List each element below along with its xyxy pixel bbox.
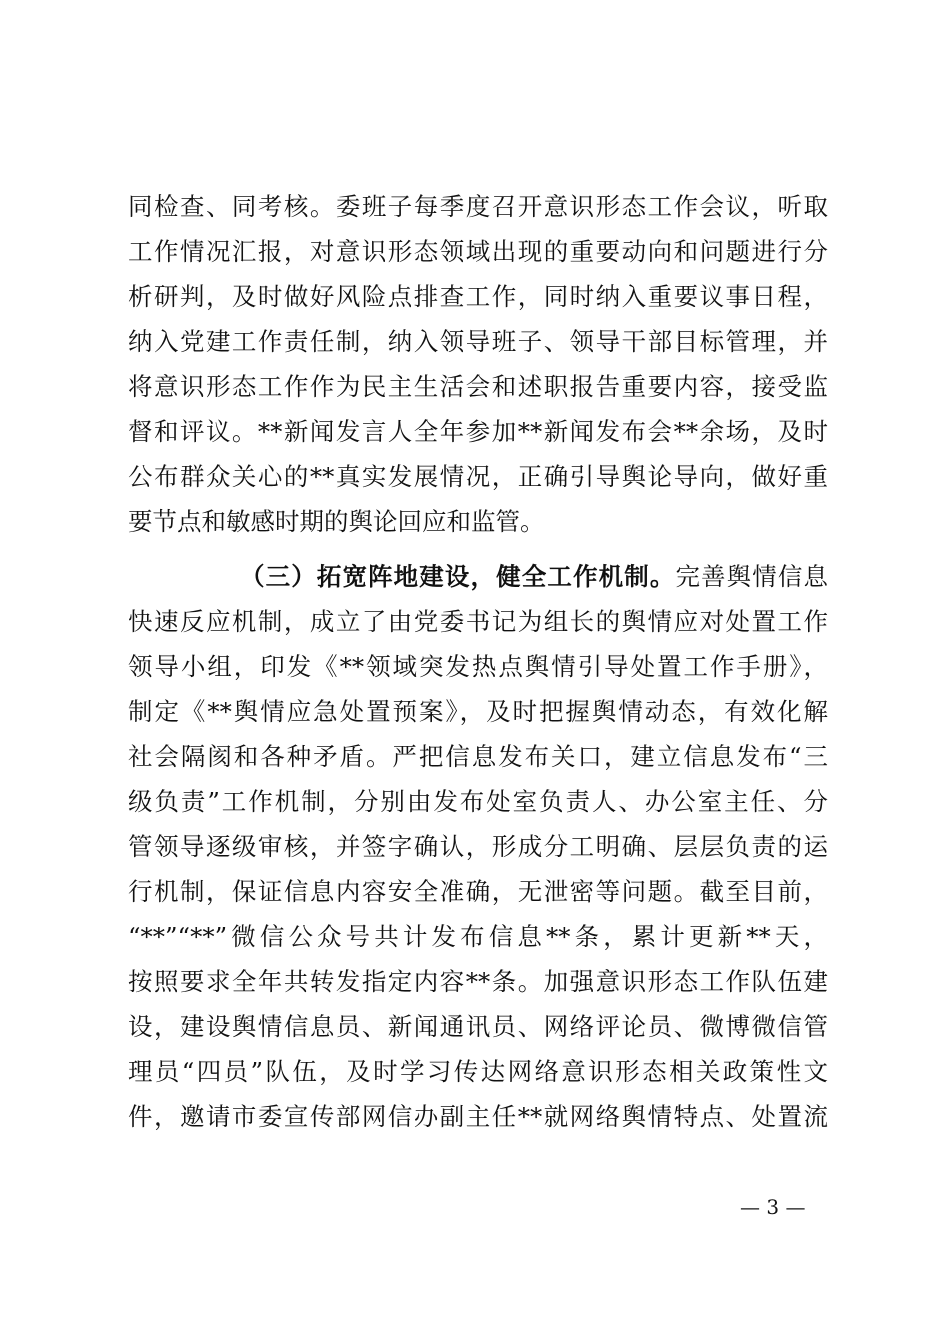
paragraph-2-line: 快速反应机制，成立了由党委书记为组长的舆情应对处置工作 [128,607,828,636]
paragraph-1-line: 工作情况汇报，对意识形态领域出现的重要动向和问题进行分 [128,237,828,266]
page-number: — 3 — [740,1195,806,1219]
paragraph-1-line: 督和评议。**新闻发言人全年参加**新闻发布会**余场，及时 [128,417,828,446]
paragraph-1-line: 将意识形态工作作为民主生活会和述职报告重要内容，接受监 [128,372,828,401]
paragraph-2-line: 领导小组，印发《**领域突发热点舆情引导处置工作手册》， [128,652,828,681]
paragraph-2-first-line-text: 完善舆情信息 [675,562,829,591]
paragraph-1-line: 同检查、同考核。委班子每季度召开意识形态工作会议，听取 [128,192,828,221]
paragraph-1-line: 公布群众关心的**真实发展情况，正确引导舆论导向，做好重 [128,462,828,491]
paragraph-2-line: 理员“四员”队伍，及时学习传达网络意识形态相关政策性文 [128,1057,828,1086]
paragraph-1-line: 纳入党建工作责任制，纳入领导班子、领导干部目标管理，并 [128,327,828,356]
paragraph-2-line: 件，邀请市委宣传部网信办副主任**就网络舆情特点、处置流 [128,1102,828,1131]
paragraph-2-line: 行机制，保证信息内容安全准确，无泄密等问题。截至目前， [128,877,828,906]
paragraph-2-line: 按照要求全年共转发指定内容**条。加强意识形态工作队伍建 [128,967,828,996]
paragraph-2-first-line [240,557,828,597]
paragraph-2-line: 制定《**舆情应急处置预案》，及时把握舆情动态，有效化解 [128,697,828,726]
paragraph-2-line: 设，建设舆情信息员、新闻通讯员、网络评论员、微博微信管 [128,1012,828,1041]
paragraph-2-line: “**”“**”微信公众号共计发布信息**条，累计更新**天， [128,922,828,951]
paragraph-1-line: 要节点和敏感时期的舆论回应和监管。 [128,507,545,536]
paragraph-2-line: 级负责”工作机制，分别由发布处室负责人、办公室主任、分 [128,787,828,816]
paragraph-2-line: 社会隔阂和各种矛盾。严把信息发布关口，建立信息发布“三 [128,742,828,771]
paragraph-1-line: 析研判，及时做好风险点排查工作，同时纳入重要议事日程， [128,282,828,311]
paragraph-2-line: 管领导逐级审核，并签字确认，形成分工明确、层层负责的运 [128,832,828,861]
section-heading: （三）拓宽阵地建设，健全工作机制。 [240,562,676,591]
